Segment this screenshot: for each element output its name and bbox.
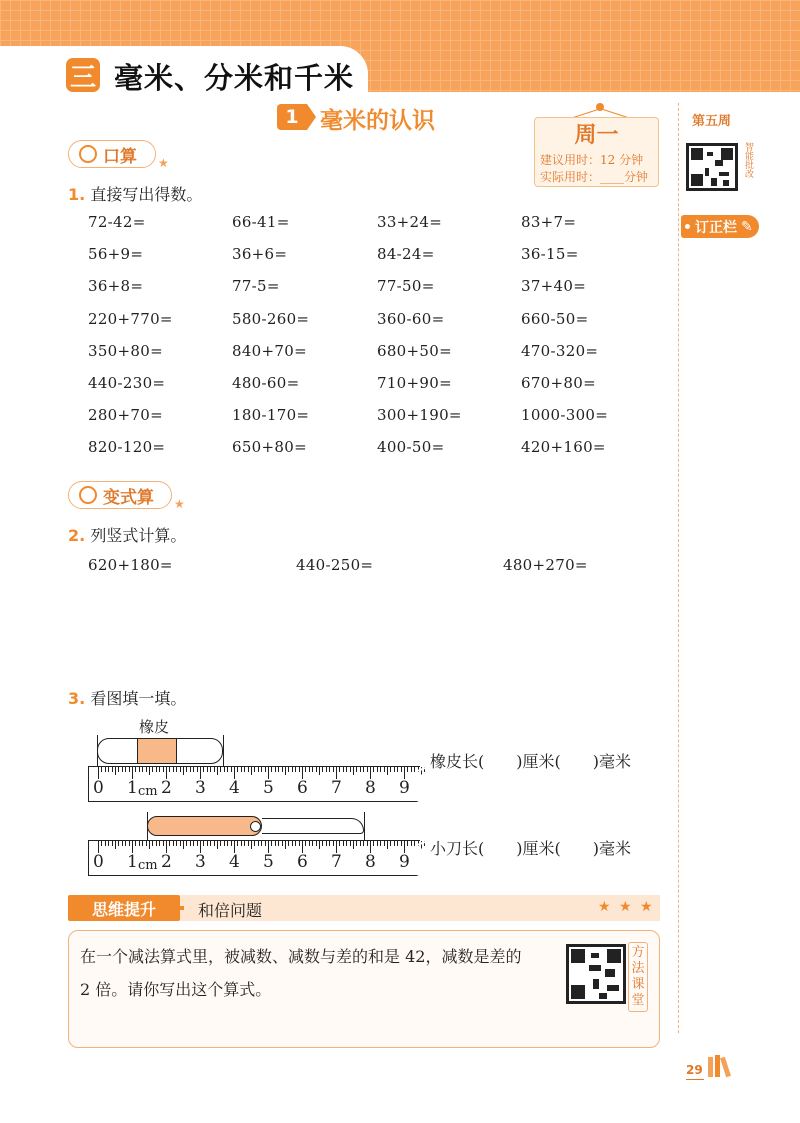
ruler-tick	[254, 841, 255, 846]
oral-problem: 36-15=	[521, 245, 579, 264]
ruler-tick	[190, 767, 191, 772]
ruler-tick	[125, 767, 126, 772]
ruler-tick	[237, 841, 238, 846]
ruler-tick	[207, 841, 208, 846]
ruler-number: 6	[297, 852, 308, 872]
tab-dot	[685, 224, 690, 229]
ruler-number: 9	[399, 778, 410, 798]
oral-problem: 820-120=	[88, 438, 166, 457]
difficulty-stars: ★ ★ ★	[598, 899, 655, 915]
ruler-tick	[319, 767, 320, 775]
measure-line	[97, 735, 98, 767]
section-pill-oral	[68, 140, 156, 168]
ruler-tick	[105, 841, 106, 846]
ruler-tick	[210, 767, 211, 772]
ruler-tick	[384, 841, 385, 846]
ruler-tick	[227, 841, 228, 846]
star-icon: ★	[174, 497, 185, 511]
oral-problem: 660-50=	[521, 309, 589, 328]
ruler-tick	[390, 841, 391, 846]
ruler-tick	[180, 841, 181, 846]
ruler-tick	[122, 841, 123, 846]
eraser-sleeve	[137, 738, 177, 764]
ruler-tick	[224, 767, 225, 772]
ruler-tick	[248, 841, 249, 846]
oral-problem: 1000-300=	[521, 406, 609, 425]
ruler-tick	[407, 841, 408, 846]
ruler-tick	[312, 841, 313, 846]
ruler-tick	[186, 767, 187, 772]
question-text: 看图填一填。	[90, 689, 187, 708]
ruler-tick	[112, 767, 113, 772]
ruler-tick	[125, 841, 126, 846]
knife-handle	[147, 816, 262, 836]
ruler-tick	[142, 767, 143, 772]
ruler-tick	[295, 767, 296, 772]
ruler-tick	[333, 767, 334, 772]
measure-line	[364, 812, 365, 842]
ruler-tick	[373, 767, 374, 772]
question-text: 直接写出得数。	[90, 185, 203, 204]
ruler-number: 3	[195, 778, 206, 798]
lesson-number: 1	[277, 104, 307, 130]
ruler-tick	[197, 841, 198, 846]
question-text: 列竖式计算。	[90, 526, 187, 545]
oral-problem: 680+50=	[377, 341, 452, 360]
ruler-tick	[176, 767, 177, 772]
ruler-tick	[271, 767, 272, 772]
oral-problem: 280+70=	[88, 406, 163, 425]
page-number: 29	[686, 1063, 703, 1077]
ruler-tick	[319, 841, 320, 849]
oral-problem: 33+24=	[377, 213, 443, 231]
ruler-tick	[339, 767, 340, 772]
eraser-label: 橡皮	[139, 718, 170, 736]
ruler-tick	[122, 767, 123, 772]
ruler-tick	[394, 841, 395, 846]
section-label: 变式算	[103, 487, 154, 508]
ruler-tick	[407, 767, 408, 772]
ruler-tick	[309, 767, 310, 772]
oral-problem: 300+190=	[377, 406, 462, 425]
ruler-tick	[112, 841, 113, 846]
ruler-tick	[207, 767, 208, 772]
ruler-tick	[152, 841, 153, 846]
page-number-underline	[686, 1079, 704, 1080]
ruler-tick	[241, 841, 242, 846]
thinking-text-line1: 在一个减法算式里，被减数、减数与差的和是 42，减数是差的	[80, 947, 522, 966]
ruler-tick	[135, 767, 136, 772]
thinking-tab: 思维提升	[68, 895, 180, 921]
oral-problem: 470-320=	[521, 341, 599, 360]
ruler-tick	[152, 767, 153, 772]
ruler-tick	[142, 841, 143, 846]
ruler-tick	[288, 767, 289, 772]
oral-problem: 360-60=	[377, 309, 445, 328]
ruler-tick	[356, 767, 357, 772]
oral-problem: 77-50=	[377, 277, 435, 296]
ruler-tick	[186, 841, 187, 846]
vertical-problem: 480+270=	[503, 556, 588, 574]
knife-hole	[250, 821, 261, 832]
ruler-tick	[367, 767, 368, 772]
ruler-tick	[292, 767, 293, 772]
ruler-tick	[217, 841, 218, 849]
ruler-tick	[384, 767, 385, 772]
method-label: 方法课堂	[628, 942, 648, 1012]
ruler-tick	[169, 841, 170, 846]
measure-line	[147, 812, 148, 842]
ruler-tick	[108, 767, 109, 772]
ruler-tick	[360, 767, 361, 772]
ruler-number: 7	[331, 778, 342, 798]
chapter-title: 毫米、分米和千米	[114, 61, 355, 95]
ruler-tick	[285, 841, 286, 849]
oral-problem: 650+80=	[232, 438, 307, 457]
ruler-tick	[241, 767, 242, 772]
ruler-tick	[278, 767, 279, 772]
ruler-tick	[261, 841, 262, 846]
ruler-tick	[197, 767, 198, 772]
ruler-number: 4	[229, 778, 240, 798]
target-icon	[79, 486, 97, 504]
ruler-tick	[333, 841, 334, 846]
ruler-tick	[101, 767, 102, 772]
ruler-unit: cm	[138, 858, 158, 873]
correction-tab-label: 订正栏	[695, 219, 737, 236]
ruler-tick	[129, 767, 130, 772]
ruler-tick	[401, 767, 402, 772]
ruler-number: 0	[93, 778, 104, 798]
pencil-icon: ✎	[741, 218, 753, 235]
correction-tab[interactable]	[681, 215, 759, 238]
ruler-tick	[394, 767, 395, 772]
ruler-tick	[292, 841, 293, 846]
tab-connector	[176, 906, 184, 910]
ruler-tick	[149, 767, 150, 775]
ruler-tick	[173, 767, 174, 772]
ruler-tick	[363, 841, 364, 846]
ruler-number: 1	[127, 852, 138, 872]
ruler-tick	[346, 767, 347, 772]
ruler-tick	[254, 767, 255, 772]
ruler-tick	[258, 767, 259, 772]
ruler-tick	[295, 841, 296, 846]
question-number: 2.	[68, 526, 86, 545]
question-1	[68, 182, 202, 205]
ruler-tick	[326, 841, 327, 846]
ruler-tick	[387, 767, 388, 775]
ruler-tick	[190, 841, 191, 846]
qr-code-icon[interactable]	[566, 944, 626, 1004]
ruler-tick	[163, 767, 164, 772]
oral-problem: 56+9=	[88, 245, 144, 264]
oral-problem: 580-260=	[232, 309, 310, 328]
oral-problem: 66-41=	[232, 213, 290, 231]
ruler-tick	[299, 841, 300, 846]
ruler-tick	[220, 767, 221, 772]
ruler-tick	[390, 767, 391, 772]
lesson-title: 毫米的认识	[320, 107, 435, 134]
ruler-tick	[183, 841, 184, 849]
ruler-tick	[353, 767, 354, 775]
ruler-tick	[329, 841, 330, 846]
vertical-problem: 440-250=	[296, 556, 374, 574]
oral-problem: 710+90=	[377, 374, 452, 392]
ruler-tick	[353, 841, 354, 849]
measure-line	[223, 735, 224, 767]
oral-problem: 77-5=	[232, 277, 280, 296]
ruler-tick	[401, 841, 402, 846]
thinking-text-line2: 2 倍。请你写出这个算式。	[80, 980, 272, 999]
ruler-tick	[156, 767, 157, 772]
ruler-tick	[146, 767, 147, 772]
ruler-tick	[129, 841, 130, 846]
ruler-tick	[271, 841, 272, 846]
ruler-tick	[380, 841, 381, 846]
ruler-tick	[220, 841, 221, 846]
oral-problem: 36+8=	[88, 277, 144, 296]
oral-problem: 37+40=	[521, 277, 587, 296]
ruler-tick	[169, 767, 170, 772]
ruler-tick	[224, 841, 225, 846]
ruler-tick	[180, 767, 181, 772]
ruler-break	[416, 766, 426, 802]
ruler-number: 9	[399, 852, 410, 872]
question-3	[68, 686, 186, 709]
ruler-tick	[149, 841, 150, 849]
book-icon	[708, 1057, 713, 1077]
ruler-tick	[139, 767, 140, 772]
ruler-tick	[356, 841, 357, 846]
ruler-number: 2	[161, 852, 172, 872]
ruler-tick	[397, 841, 398, 846]
ruler-number: 6	[297, 778, 308, 798]
ruler-tick	[156, 841, 157, 846]
ruler-tick	[305, 767, 306, 772]
sidebar-divider	[678, 103, 679, 1033]
ruler-tick	[248, 767, 249, 772]
ruler-tick	[203, 767, 204, 772]
ruler-tick	[210, 841, 211, 846]
ruler-tick	[217, 767, 218, 775]
oral-problem: 72-42=	[88, 213, 146, 231]
ruler-tick	[108, 841, 109, 846]
ruler-tick	[282, 841, 283, 846]
ruler-tick	[360, 841, 361, 846]
oral-problem: 220+770=	[88, 309, 173, 328]
oral-problem: 83+7=	[521, 213, 577, 231]
oral-problem: 84-24=	[377, 245, 435, 264]
ruler-tick	[387, 841, 388, 849]
knife-answer: 小刀长( )厘米( )毫米	[430, 839, 631, 858]
ruler-tick	[176, 841, 177, 846]
ruler-tick	[397, 767, 398, 772]
day-title: 周一	[574, 122, 619, 148]
ruler-number: 5	[263, 852, 274, 872]
ruler-number: 3	[195, 852, 206, 872]
ruler-tick	[343, 767, 344, 772]
ruler-number: 5	[263, 778, 274, 798]
ruler-tick	[139, 841, 140, 846]
ruler-tick	[214, 841, 215, 846]
ruler-number: 0	[93, 852, 104, 872]
ruler-tick	[305, 841, 306, 846]
ruler-tick	[329, 767, 330, 772]
ruler-tick	[135, 841, 136, 846]
ruler-tick	[343, 841, 344, 846]
ruler-tick	[346, 841, 347, 846]
ruler-tick	[237, 767, 238, 772]
ruler-unit: cm	[138, 784, 158, 799]
week-label: 第五周	[692, 114, 732, 129]
ruler-number: 2	[161, 778, 172, 798]
ruler-tick	[316, 841, 317, 846]
ruler-tick	[146, 841, 147, 846]
ruler-tick	[251, 841, 252, 849]
ruler-tick	[193, 841, 194, 846]
ruler-tick	[373, 841, 374, 846]
question-2	[68, 523, 186, 546]
ruler-tick	[261, 767, 262, 772]
ruler-tick	[258, 841, 259, 846]
knife-blade	[262, 818, 364, 834]
ruler-tick	[377, 767, 378, 772]
stopwatch-icon	[79, 145, 97, 163]
ruler-tick	[244, 767, 245, 772]
ruler-tick	[173, 841, 174, 846]
chapter-number: 三	[66, 58, 100, 92]
ruler-tick	[118, 841, 119, 846]
question-number: 3.	[68, 689, 86, 708]
ruler-tick	[285, 767, 286, 775]
ruler-tick	[411, 767, 412, 772]
ruler-tick	[193, 767, 194, 772]
ruler-tick	[105, 767, 106, 772]
recommended-time: 建议用时：12 分钟	[540, 153, 644, 167]
ruler-tick	[288, 841, 289, 846]
ruler-number: 1	[127, 778, 138, 798]
ruler-tick	[339, 841, 340, 846]
ruler-tick	[163, 841, 164, 846]
ruler-tick	[312, 767, 313, 772]
ruler-tick	[203, 841, 204, 846]
qr-caption: 智能批改	[743, 142, 753, 178]
oral-problem: 180-170=	[232, 406, 310, 425]
ruler-tick	[101, 841, 102, 846]
actual-time: 实际用时：____分钟	[540, 170, 649, 184]
ruler-tick	[322, 841, 323, 846]
book-icon	[720, 1057, 731, 1078]
oral-problem: 670+80=	[521, 374, 596, 392]
section-pill-variant	[68, 481, 172, 509]
question-number: 1.	[68, 185, 86, 204]
ruler-tick	[363, 767, 364, 772]
eraser-answer: 橡皮长( )厘米( )毫米	[430, 752, 631, 771]
ruler-tick	[265, 767, 266, 772]
ruler-tick	[231, 767, 232, 772]
ruler-tick	[244, 841, 245, 846]
ruler-tick	[115, 841, 116, 849]
oral-problem: 840+70=	[232, 341, 307, 360]
ruler-tick	[282, 767, 283, 772]
ruler-tick	[350, 841, 351, 846]
qr-code-icon[interactable]	[686, 143, 738, 191]
ruler-tick	[183, 767, 184, 775]
ruler-tick	[275, 841, 276, 846]
ruler-tick	[275, 767, 276, 772]
ruler-tick	[326, 767, 327, 772]
ruler-tick	[380, 767, 381, 772]
ruler-tick	[299, 767, 300, 772]
oral-problem: 480-60=	[232, 374, 300, 392]
oral-problem: 36+6=	[232, 245, 288, 264]
ruler-tick	[322, 767, 323, 772]
ruler-tick	[214, 767, 215, 772]
lesson-arrow-icon	[307, 104, 316, 130]
ruler-tick	[377, 841, 378, 846]
ruler-number: 8	[365, 778, 376, 798]
ruler-tick	[227, 767, 228, 772]
ruler-tick	[350, 767, 351, 772]
ruler-tick	[309, 841, 310, 846]
ruler-tick	[265, 841, 266, 846]
oral-problem: 400-50=	[377, 438, 445, 457]
ruler-number: 7	[331, 852, 342, 872]
ruler-tick	[159, 767, 160, 772]
ruler-tick	[367, 841, 368, 846]
ruler-tick	[316, 767, 317, 772]
ruler-number: 8	[365, 852, 376, 872]
ruler-knife	[88, 840, 420, 876]
thinking-topic: 和倍问题	[198, 901, 263, 920]
vertical-problem: 620+180=	[88, 556, 173, 574]
ruler-tick	[118, 767, 119, 772]
ruler-tick	[251, 767, 252, 775]
ruler-break	[416, 840, 426, 876]
star-icon: ★	[158, 156, 169, 170]
oral-problem: 420+160=	[521, 438, 606, 457]
ruler-tick	[411, 841, 412, 846]
ruler-number: 4	[229, 852, 240, 872]
ruler-tick	[278, 841, 279, 846]
oral-problem: 440-230=	[88, 374, 166, 392]
oral-problem: 350+80=	[88, 341, 163, 360]
pin-icon	[596, 103, 604, 111]
ruler-eraser	[88, 766, 420, 802]
ruler-tick	[115, 767, 116, 775]
ruler-tick	[159, 841, 160, 846]
ruler-tick	[231, 841, 232, 846]
section-label: 口算	[103, 146, 137, 167]
